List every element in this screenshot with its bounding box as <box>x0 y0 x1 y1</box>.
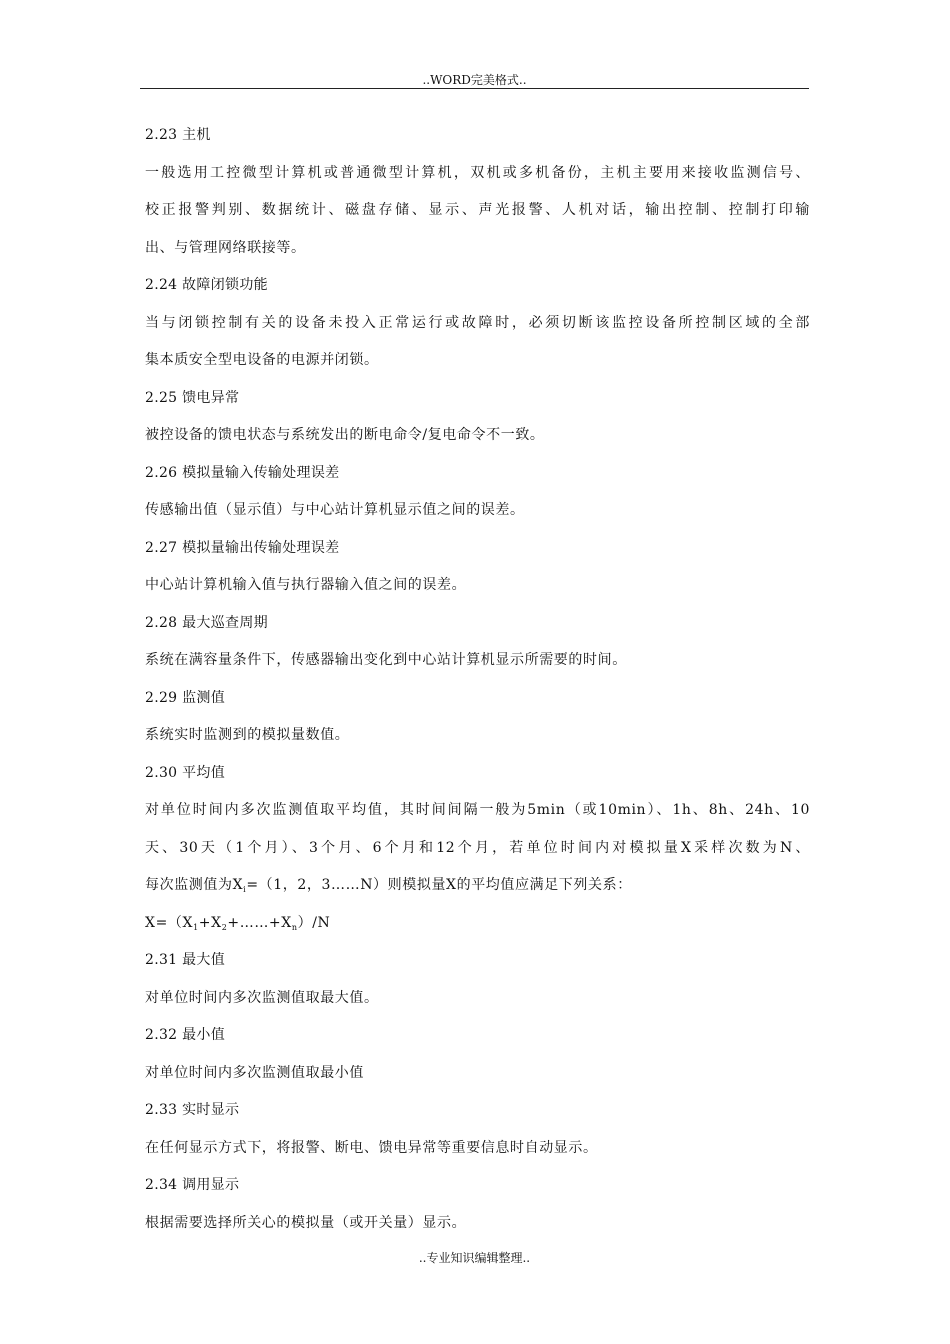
paragraph-line: 出、与管理网络联接等。 <box>145 239 306 256</box>
section-heading-2-25: 2.25 馈电异常 <box>145 389 240 406</box>
section-heading-2-34: 2.34 调用显示 <box>145 1177 240 1193</box>
paragraph-line: 一般选用工控微型计算机或普通微型计算机，双机或多机备份，主机主要用来接收监测信号、 <box>145 164 810 181</box>
section-heading-2-32: 2.32 最小值 <box>145 1027 226 1043</box>
paragraph-line: 对单位时间内多次监测值取平均值，其时间间隔一般为5min（或10min）、1h、8h、24h、10 <box>145 802 810 818</box>
header-rule <box>140 88 809 89</box>
section-heading-2-26: 2.26 模拟量输入传输处理误差 <box>145 464 340 481</box>
average-formula <box>145 905 810 943</box>
formula-text: +……+X <box>227 914 292 931</box>
section-heading-2-27: 2.27 模拟量输出传输处理误差 <box>145 539 340 556</box>
page-footer: ..专业知识编辑整理.. <box>418 1251 531 1265</box>
paragraph-line: 系统在满容量条件下，传感器输出变化到中心站计算机显示所需要的时间。 <box>145 652 627 668</box>
formula-text: +X <box>198 914 222 931</box>
section-heading-2-29: 2.29 监测值 <box>145 689 226 706</box>
paragraph-line: 根据需要选择所关心的模拟量（或开关量）显示。 <box>145 1214 467 1231</box>
paragraph-line: 被控设备的馈电状态与系统发出的断电命令/复电命令不一致。 <box>145 427 545 443</box>
section-heading-2-28: 2.28 最大巡查周期 <box>145 614 268 631</box>
paragraph-line: 对单位时间内多次监测值取最小值 <box>145 1064 364 1081</box>
section-heading-2-30: 2.30 平均值 <box>145 764 226 781</box>
paragraph-line: 天、30天（1个月）、3个月、6个月和12个月，若单位时间内对模拟量X采样次数为N、 <box>145 839 810 856</box>
section-heading-2-24: 2.24 故障闭锁功能 <box>145 277 268 293</box>
section-heading-2-31: 2.31 最大值 <box>145 952 226 968</box>
subscript-2: 2 <box>221 922 228 932</box>
subscript-i: i <box>243 885 247 894</box>
paragraph-line: 传感输出值（显示值）与中心站计算机显示值之间的误差。 <box>145 502 525 518</box>
formula-text: =（1，2，3……N）则模拟量X的平均值应满足下列关系： <box>246 877 632 893</box>
formula-text: X=（X <box>145 914 194 931</box>
paragraph-line: 校正报警判别、数据统计、磁盘存储、显示、声光报警、人机对话，输出控制、控制打印输 <box>145 202 810 218</box>
page-header: ..WORD完美格式.. <box>422 73 527 87</box>
document-body <box>145 117 810 1242</box>
paragraph-line: 系统实时监测到的模拟量数值。 <box>145 727 350 743</box>
paragraph-line: 在任何显示方式下，将报警、断电、馈电异常等重要信息时自动显示。 <box>145 1139 598 1156</box>
subscript-1: 1 <box>193 922 199 932</box>
section-heading-2-23: 2.23 主机 <box>145 127 211 143</box>
formula-text: 每次监测值为X <box>145 877 244 893</box>
paragraph-line-with-subscript <box>145 867 810 905</box>
paragraph-line: 对单位时间内多次监测值取最大值。 <box>145 989 379 1006</box>
paragraph-line: 当与闭锁控制有关的设备未投入正常运行或故障时，必须切断该监控设备所控制区域的全部 <box>145 314 810 331</box>
paragraph-line: 中心站计算机输入值与执行器输入值之间的误差。 <box>145 577 467 593</box>
formula-text: ）/N <box>297 914 331 931</box>
subscript-n: n <box>291 922 298 932</box>
section-heading-2-33: 2.33 实时显示 <box>145 1102 240 1118</box>
paragraph-line: 集本质安全型电设备的电源并闭锁。 <box>145 352 379 368</box>
